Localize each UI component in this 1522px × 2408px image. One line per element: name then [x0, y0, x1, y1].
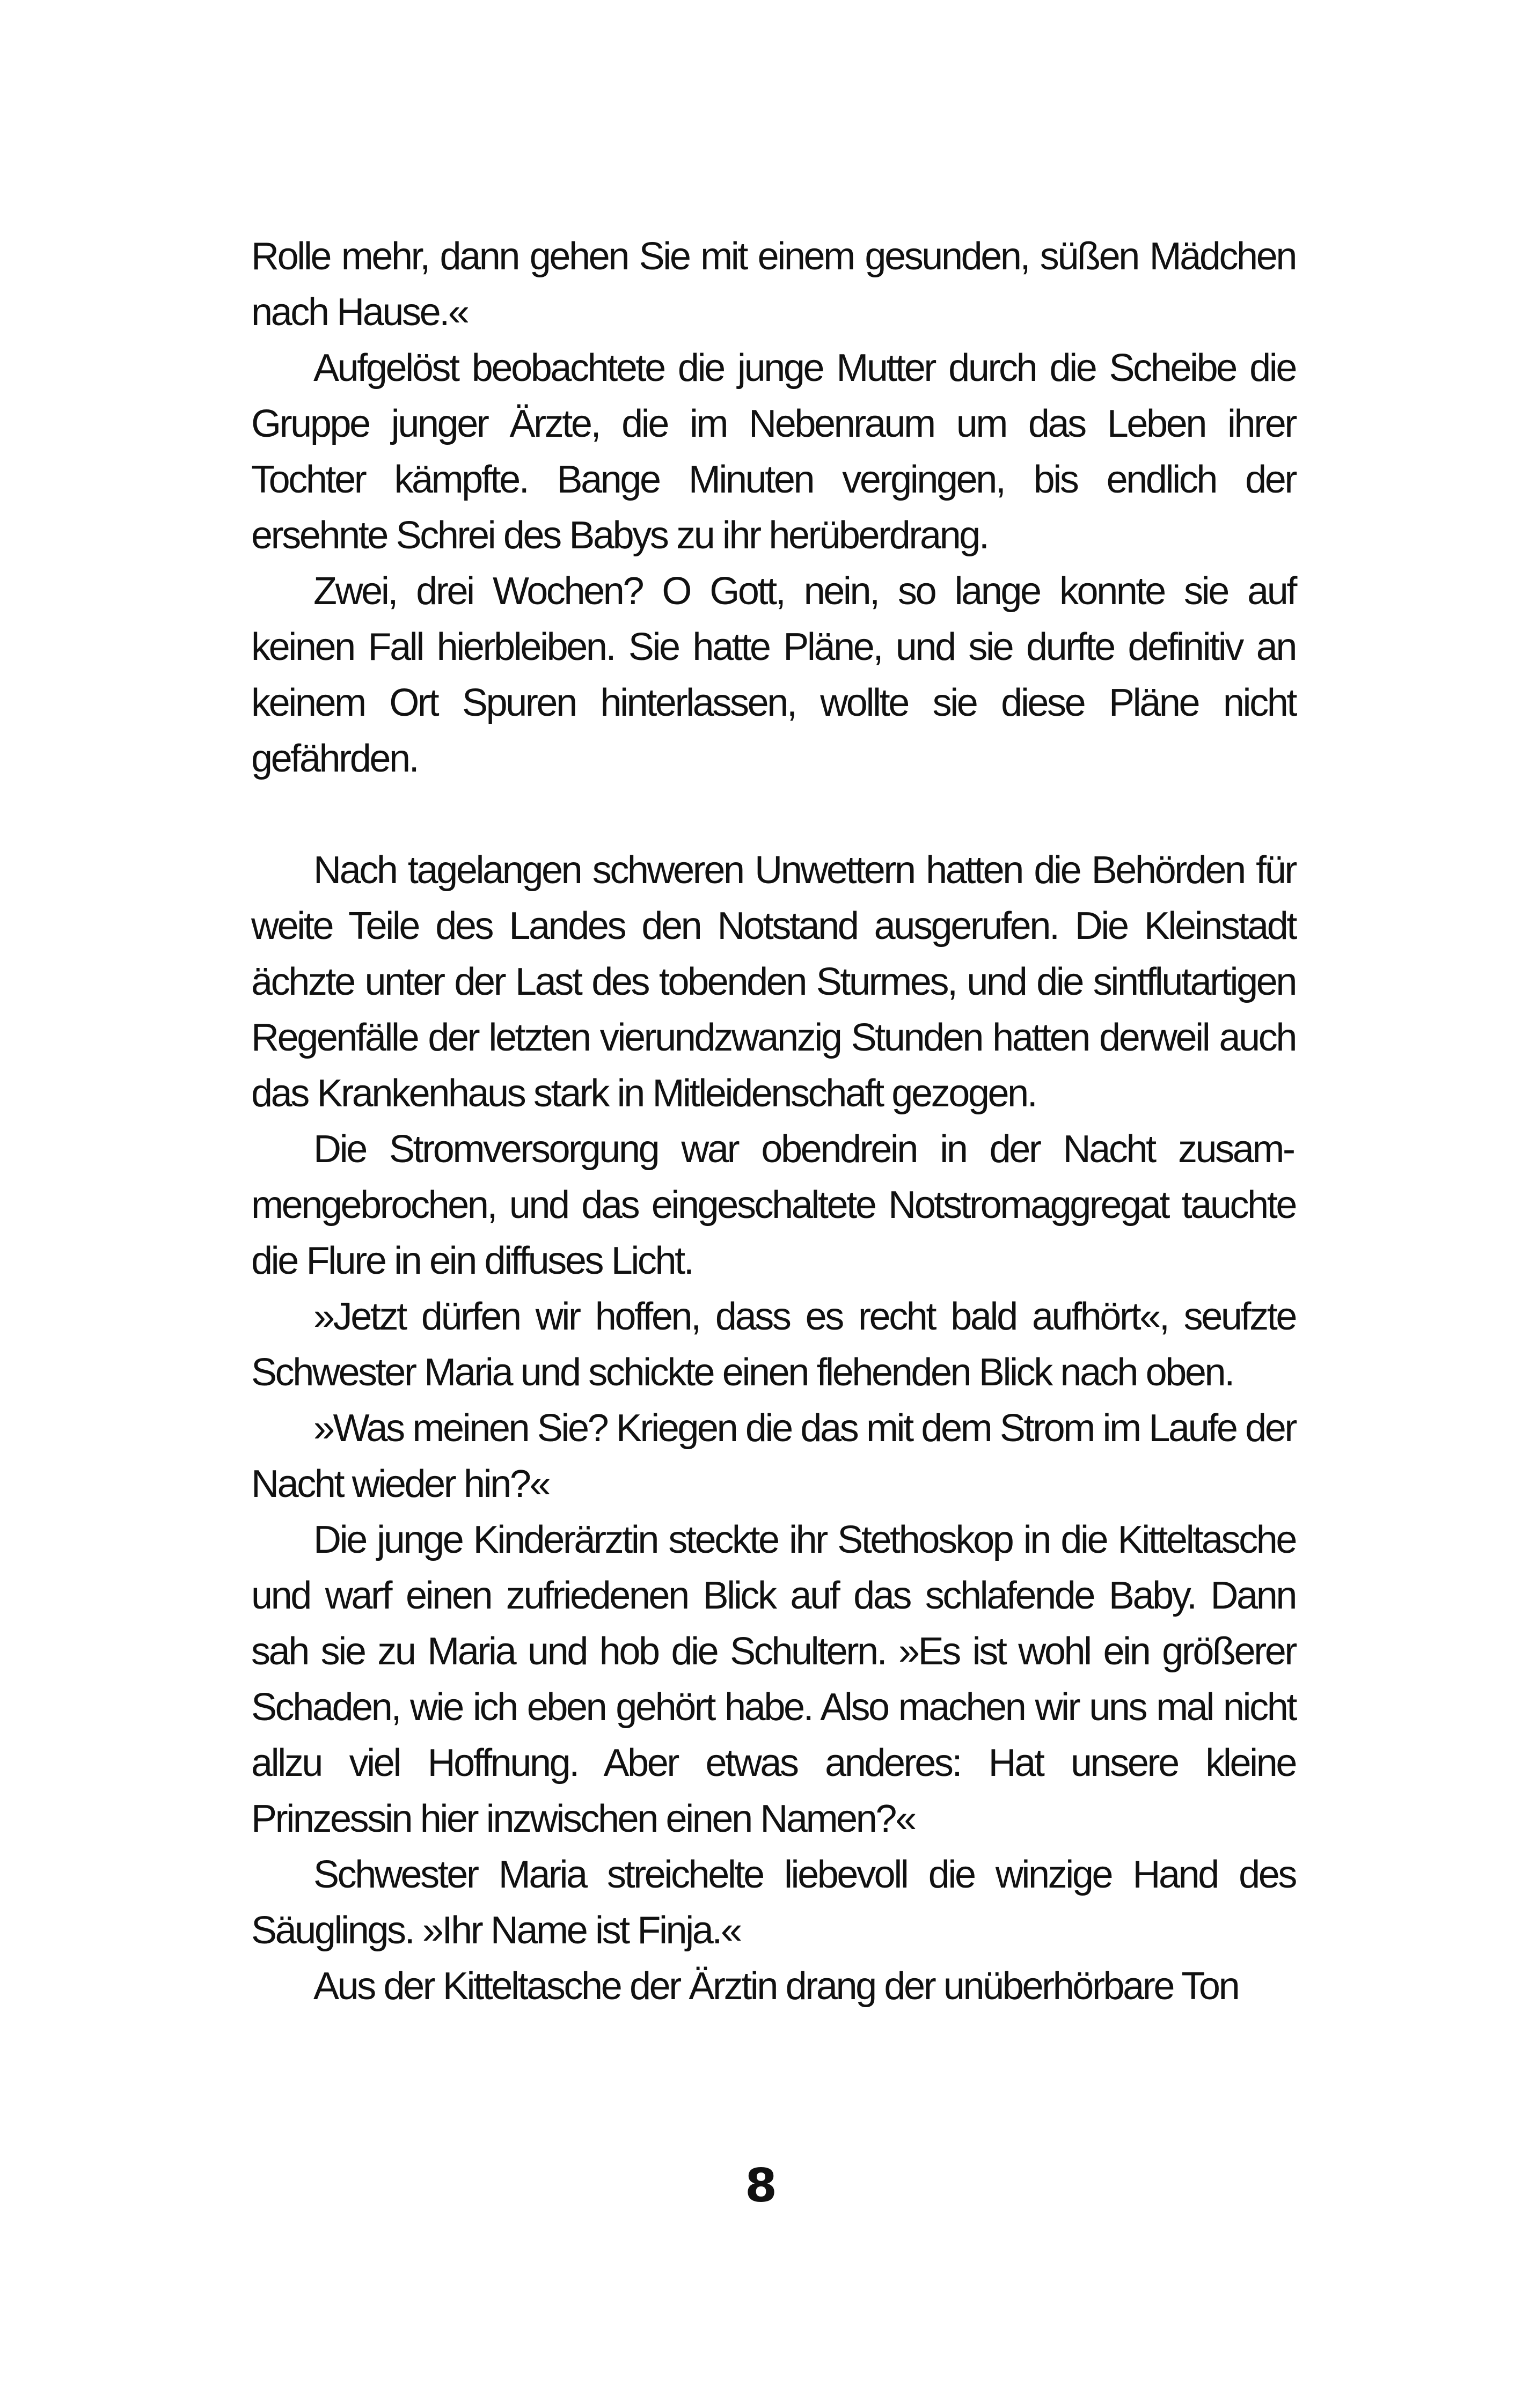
paragraph: Zwei, drei Wochen? O Gott, nein, so lange konnte sie auf keinen Fall hierbleiben. Sie hatte Pläne, und sie durfte definitiv an keinem Ort Spuren hinterlassen, wollte sie diese Pläne nicht gefährden.	[251, 570, 1296, 780]
paragraph: »Was meinen Sie? Kriegen die das mit dem Strom im Laufe der Nacht wieder hin?«	[251, 1407, 1296, 1506]
paragraph: Schwester Maria streichelte liebevoll die winzige Hand des Säuglings. »Ihr Name ist Finja.«	[251, 1853, 1296, 1952]
paragraph: Die junge Kinderärztin steckte ihr Stethoskop in die Kitteltasche und warf einen zufriedenen Blick auf das schlafende Baby. Dann sah sie zu Maria und hob die Schultern. »Es ist wohl ein größerer Schaden, wie ich eben gehört habe. Also machen wir uns mal nicht allzu viel Hoffnung. Aber etwas anderes: Hat unsere kleine Prinzessin hier inzwischen einen Namen?«	[251, 1518, 1296, 1840]
paragraph: Aus der Kitteltasche der Ärztin drang der unüberhörbare Ton	[313, 1965, 1239, 2008]
paragraph: »Jetzt dürfen wir hoffen, dass es recht bald aufhört«, seufzte Schwester Maria und schickte einen flehenden Blick nach oben.	[251, 1295, 1296, 1394]
paragraph: Nach tagelangen schweren Unwettern hatten die Behörden für weite Teile des Landes den Notstand ausgerufen. Die Kleinstadt ächzte unter der Last des tobenden Sturmes, und die sintflutartigen Regenfälle der letzten vierundzwanzig Stunden hatten derweil auch das Krankenhaus stark in Mitleidenschaft gezogen.	[251, 849, 1296, 1115]
section-break	[251, 787, 1296, 842]
body-text	[251, 229, 1296, 2014]
paragraph: Rolle mehr, dann gehen Sie mit einem gesunden, süßen Mädchen nach Hause.«	[251, 235, 1296, 334]
paragraph: Die Stromversorgung war obendrein in der Nacht zusammengebrochen, und das eingeschaltete Notstromaggregat tauchte die Flure in ein diffuses Licht.	[251, 1128, 1296, 1282]
page-number: 8	[745, 2159, 777, 2213]
paragraph: Aufgelöst beobachtete die junge Mutter durch die Scheibe die Gruppe junger Ärzte, die im Nebenraum um das Leben ihrer Tochter kämpfte. Bange Minuten vergingen, bis endlich der ersehnte Schrei des Babys zu ihr herüberdrang.	[251, 347, 1296, 557]
